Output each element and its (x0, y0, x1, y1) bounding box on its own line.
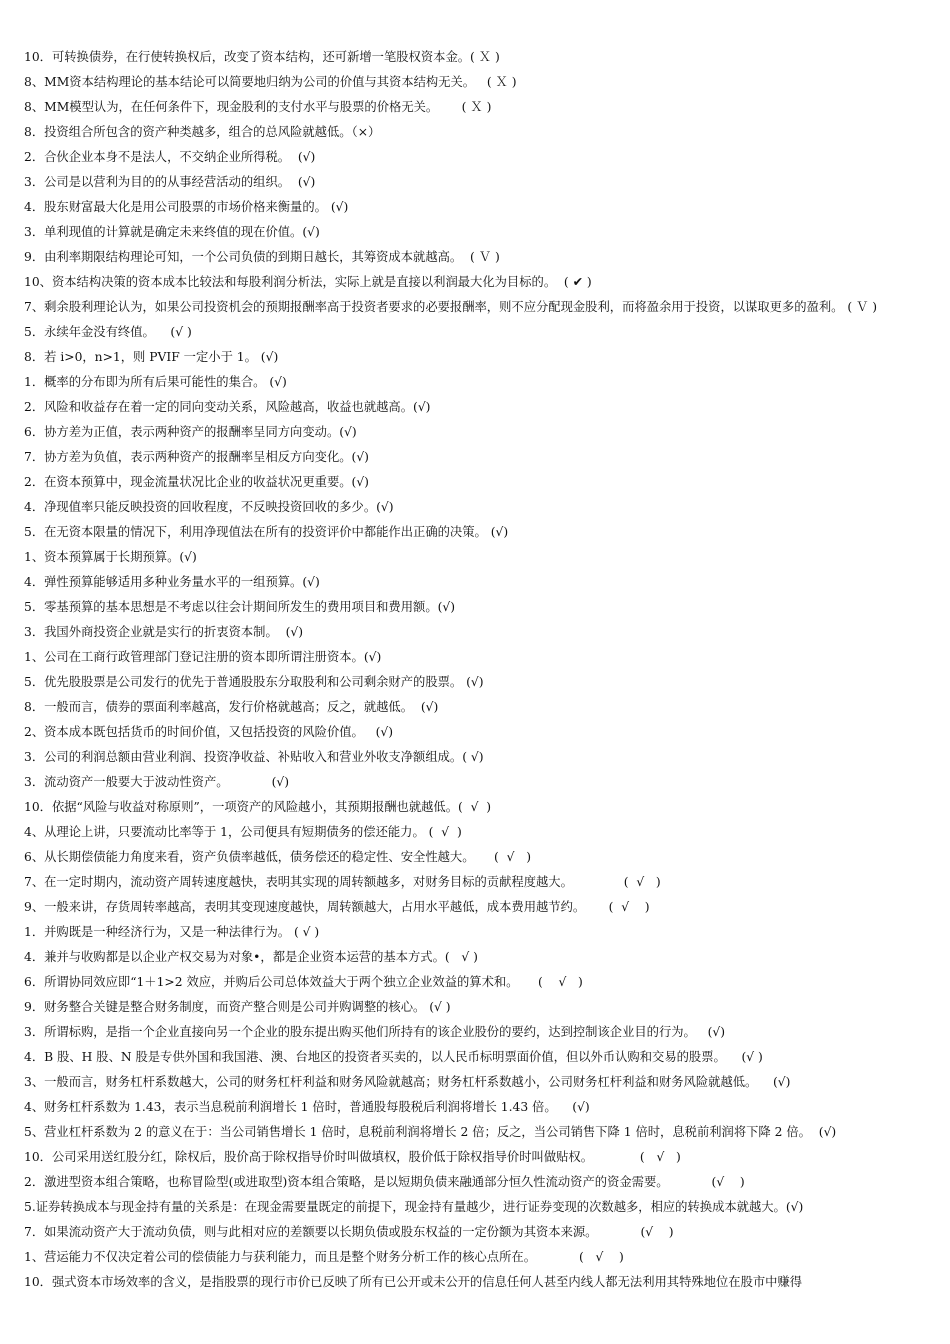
text-line: 4．净现值率只能反映投资的回收程度，不反映投资回收的多少。(√) (24, 500, 394, 514)
text-line: 8、MM模型认为，在任何条件下，现金股利的支付水平与股票的价格无关。 ( Ｘ ) (24, 100, 492, 114)
text-line: 3．公司的利润总额由营业利润、投资净收益、补贴收入和营业外收支净额组成。( √) (24, 750, 484, 764)
text-line: 8．若 i>0，n>1，则 PVIF 一定小于 1。 (√) (24, 350, 279, 364)
text-line: 9、一般来讲，存货周转率越高，表明其变现速度越快，周转额越大，占用水平越低，成本费用越节约。 ( √ ) (24, 900, 650, 914)
text-line: 6、从长期偿债能力角度来看，资产负债率越低，债务偿还的稳定性、安全性越大。 ( √ ) (24, 850, 532, 864)
text-line: 2、资本成本既包括货币的时间价值，又包括投资的风险价值。 (√) (24, 725, 393, 739)
text-line: 7、在一定时期内，流动资产周转速度越快，表明其实现的周转额越多，对财务目标的贡献程度越大。 ( √ ) (24, 875, 661, 889)
text-line: 8．一般而言，债券的票面利率越高，发行价格就越高；反之，就越低。 (√) (24, 700, 439, 714)
text-line: 7．如果流动资产大于流动负债，则与此相对应的差额要以长期负债或股东权益的一定份额为其资本来源。 (√ ) (24, 1225, 674, 1239)
text-line: 2．风险和收益存在着一定的同向变动关系，风险越高，收益也就越高。(√) (24, 400, 431, 414)
text-line: 5．在无资本限量的情况下，利用净现值法在所有的投资评价中都能作出正确的决策。 (√) (24, 525, 509, 539)
text-line: 7．协方差为负值，表示两种资产的报酬率呈相反方向变化。(√) (24, 450, 369, 464)
text-line: 7、剩余股利理论认为，如果公司投资机会的预期报酬率高于投资者要求的必要报酬率，则不应分配现金股利，而将盈余用于投资，以谋取更多的盈利。 ( Ｖ ) (24, 300, 878, 314)
text-line: 10．强式资本市场效率的含义，是指股票的现行市价已反映了所有已公开或未公开的信息任何人甚至内线人都无法利用其特殊地位在股市中赚得 (24, 1275, 803, 1289)
text-line: 6．所谓协同效应即“1＋1>2 效应，并购后公司总体效益大于两个独立企业效益的算术和。 ( √ ) (24, 975, 583, 989)
text-line: 2．在资本预算中，现金流量状况比企业的收益状况更重要。(√) (24, 475, 369, 489)
text-line: 1、资本预算属于长期预算。(√) (24, 550, 197, 564)
text-line: 1、营运能力不仅决定着公司的偿债能力与获利能力，而且是整个财务分析工作的核心点所在。 ( √ ) (24, 1250, 624, 1264)
text-line: 10．公司采用送红股分红，除权后，股价高于除权指导价时叫做填权，股价低于除权指导价时叫做贴权。 ( √ ) (24, 1150, 681, 1164)
text-line: 9．由利率期限结构理论可知，一个公司负债的到期日越长，其筹资成本就越高。 ( Ｖ ) (24, 250, 500, 264)
text-line: 6．协方差为正值，表示两种资产的报酬率呈同方向变动。(√) (24, 425, 357, 439)
text-line: 1．并购既是一种经济行为，又是一种法律行为。 ( √ ) (24, 925, 320, 939)
text-line: 4．B 股、H 股、N 股是专供外国和我国港、澳、台地区的投资者买卖的，以人民币标明票面价值，但以外币认购和交易的股票。 (√ ) (24, 1050, 763, 1064)
text-line: 5、营业杠杆系数为 2 的意义在于：当公司销售增长 1 倍时，息税前利润将增长 2 倍；反之，当公司销售下降 1 倍时，息税前利润将下降 2 倍。 (√) (24, 1125, 837, 1139)
text-line: 3．我国外商投资企业就是实行的折衷资本制。 (√) (24, 625, 304, 639)
text-line: 3、一般而言，财务杠杆系数越大，公司的财务杠杆利益和财务风险就越高；财务杠杆系数越小，公司财务杠杆利益和财务风险就越低。 (√) (24, 1075, 791, 1089)
text-line: 10、资本结构决策的资本成本比较法和每股利润分析法，实际上就是直接以利润最大化为目标的。 ( ✔ ) (24, 275, 592, 289)
text-line: 5．优先股股票是公司发行的优先于普通股股东分取股利和公司剩余财产的股票。 (√) (24, 675, 484, 689)
text-line: 3．单利现值的计算就是确定未来终值的现在价值。(√) (24, 225, 320, 239)
text-line: 8、MM资本结构理论的基本结论可以简要地归纳为公司的价值与其资本结构无关。 ( Ｘ ) (24, 75, 517, 89)
text-line: 1．概率的分布即为所有后果可能性的集合。 (√) (24, 375, 287, 389)
text-line: 4．兼并与收购都是以企业产权交易为对象•，都是企业资本运营的基本方式。( √ ) (24, 950, 478, 964)
text-line: 8．投资组合所包含的资产种类越多，组合的总风险就越低。（×） (24, 125, 381, 139)
text-line: 2．合伙企业本身不是法人，不交纳企业所得税。 (√) (24, 150, 316, 164)
text-line: 5．永续年金没有终值。 (√ ) (24, 325, 192, 339)
text-line: 5.证券转换成本与现金持有量的关系是：在现金需要量既定的前提下，现金持有量越少，进行证券变现的次数越多，相应的转换成本就越大。(√) (24, 1200, 804, 1214)
text-line: 4．弹性预算能够适用多种业务量水平的一组预算。(√) (24, 575, 320, 589)
text-line: 4．股东财富最大化是用公司股票的市场价格来衡量的。 (√) (24, 200, 349, 214)
text-line: 4、财务杠杆系数为 1.43，表示当息税前利润增长 1 倍时，普通股每股税后利润将增长 1.43 倍。 (√) (24, 1100, 590, 1114)
text-line: 3．流动资产一般要大于波动性资产。 (√) (24, 775, 290, 789)
text-line: 2．激进型资本组合策略，也称冒险型(或进取型)资本组合策略，是以短期负债来融通部分恒久性流动资产的资金需要。 (√ ) (24, 1175, 745, 1189)
text-line: 10．依据“风险与收益对称原则”，一项资产的风险越小，其预期报酬也就越低。( √ ) (24, 800, 492, 814)
text-line: 4、从理论上讲，只要流动比率等于 1，公司便具有短期债务的偿还能力。 ( √ ) (24, 825, 462, 839)
text-line: 9．财务整合关键是整合财务制度，而资产整合则是公司并购调整的核心。 (√ ) (24, 1000, 451, 1014)
text-line: 3．所谓标购，是指一个企业直接向另一个企业的股东提出购买他们所持有的该企业股份的要约，达到控制该企业目的行为。 (√) (24, 1025, 726, 1039)
text-line: 10．可转换债券，在行使转换权后，改变了资本结构，还可新增一笔股权资本金。( Ｘ ) (24, 50, 500, 64)
text-line: 3．公司是以营利为目的的从事经营活动的组织。 (√) (24, 175, 316, 189)
text-line: 5．零基预算的基本思想是不考虑以往会计期间所发生的费用项目和费用额。(√) (24, 600, 456, 614)
text-line: 1、公司在工商行政管理部门登记注册的资本即所谓注册资本。(√) (24, 650, 382, 664)
